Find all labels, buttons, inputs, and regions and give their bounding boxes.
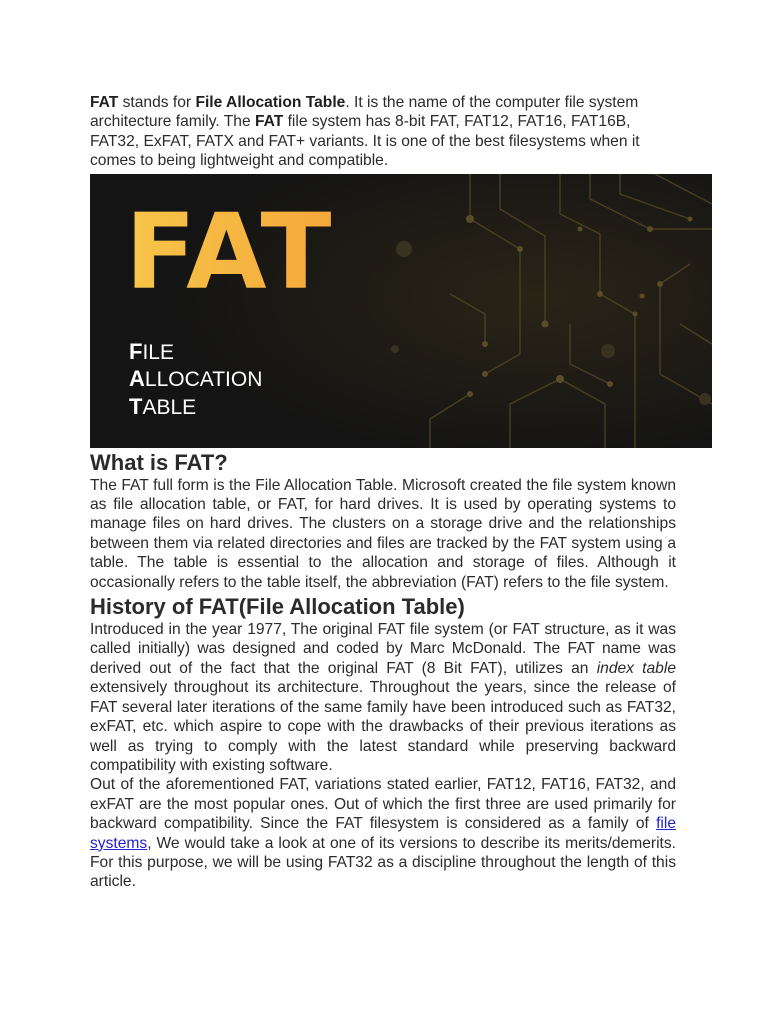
banner-initial: F: [129, 338, 143, 364]
banner-expansion: [129, 339, 262, 422]
history-paragraph-2: [90, 775, 676, 891]
heading-what-is-fat: What is FAT?: [90, 449, 228, 475]
banner-initial: A: [129, 366, 145, 392]
fat-banner-image: [90, 174, 712, 448]
banner-line-rest: LLOCATION: [144, 368, 263, 392]
document-page: [90, 93, 676, 892]
what-is-fat-paragraph: The FAT full form is the File Allocation Table. Microsoft created the file system known as file allocation table, or FAT, for hard drives. It is used by operating systems to manage files on hard drives. The clusters on a storage drive and the relationships between them via related directories and files are tracked by the FAT system using a table. The table is essential to the allocation and storage of files. Although it occasionally refers to the table itself, the abbreviation (FAT) refers to the file system.: [90, 476, 676, 591]
intro-text: file system has 8-bit FAT, FAT12, FAT16, FAT16B, FAT32, ExFAT, FATX and FAT+ variants. It is one of the best filesystems when it comes to being lightweight and compatible.: [90, 113, 640, 170]
history-text: Introduced in the year 1977, The original FAT file system (or FAT structure, as it was called initially) was designed and coded by Marc McDonald. The FAT name was derived out of the fact that the original FAT (8 Bit FAT), utilizes an: [90, 621, 676, 677]
history-text: extensively throughout its architecture. Throughout the years, since the release of FAT several later iterations of the same family have been introduced such as FAT32, exFAT, etc. which aspire to cope with the drawbacks of their previous iterations as well as trying to comply with the latest standard while preserving backward compatibility with existing software.: [90, 679, 676, 774]
index-table-italic: index table: [596, 659, 676, 677]
heading-history-of-fat: History of FAT(File Allocation Table): [90, 594, 465, 620]
banner-line-allocation: [129, 366, 262, 394]
banner-line-rest: ABLE: [142, 395, 197, 419]
banner-initial: T: [129, 393, 143, 419]
intro-file-allocation-table-bold: File Allocation Table: [195, 94, 346, 111]
intro-fat-bold: FAT: [254, 113, 284, 131]
banner-fat-title: FAT: [125, 190, 334, 313]
file-systems-link[interactable]: file systems: [90, 815, 676, 852]
history-text: , We would take a look at one of its versions to describe its merits/demerits. For this purpose, we will be using FAT32 as a discipline throughout the length of this article.: [90, 834, 676, 891]
intro-text: stands for: [118, 94, 196, 111]
intro-text: . It is the name of the computer file system architecture family. The: [90, 94, 639, 131]
intro-fat-bold: FAT: [90, 94, 119, 111]
history-paragraph-1: [90, 620, 676, 775]
banner-line-table: [129, 394, 262, 422]
intro-paragraph: [90, 93, 676, 171]
banner-line-file: [129, 339, 262, 367]
history-text: Out of the aforementioned FAT, variations stated earlier, FAT12, FAT16, FAT32, and exFAT are the most popular ones. Out of which the first three are used primarily for backward compatibility. Since the FAT filesystem is considered as a family of: [90, 776, 676, 833]
banner-line-rest: ILE: [142, 340, 174, 364]
